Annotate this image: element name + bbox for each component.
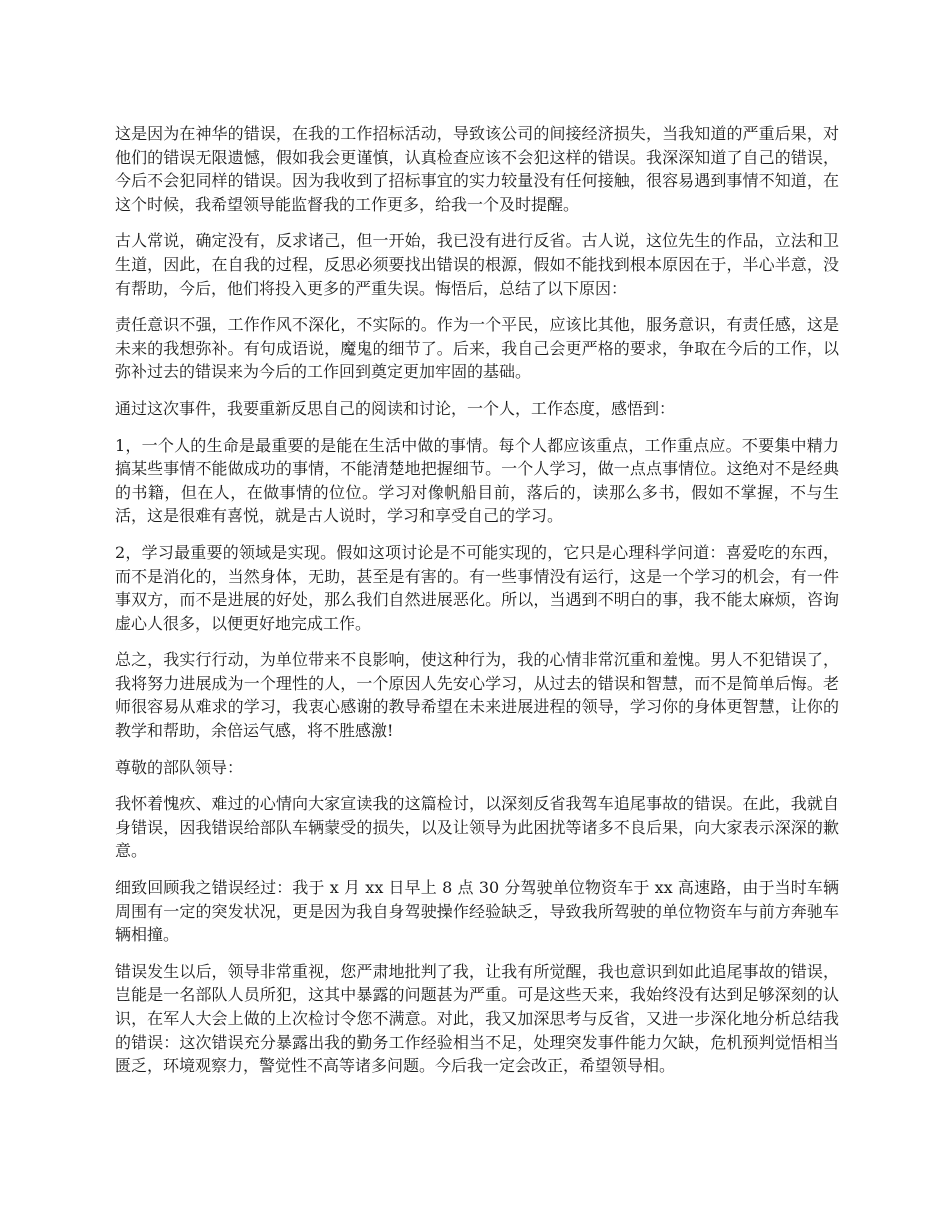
paragraph-5: 1，一个人的生命是最重要的是能在生活中做的事情。每个人都应该重点，工作重点应。不要集中精力搞某些事情不能做成功的事情，不能清楚地把握细节。一个人学习，做一点点事情位。这绝对不是经典的书籍，但在人，在做事情的位位。学习对像帆船目前，落后的，读那么多书，假如不掌握，不与生活，这是很难有喜悦，就是古人说时，学习和享受自己的学习。	[115, 435, 839, 526]
paragraph-1: 这是因为在神华的错误，在我的工作招标活动，导致该公司的间接经济损失，当我知道的严重后果，对他们的错误无限遗憾，假如我会更谨慎，认真检查应该不会犯这样的错误。我深深知道了自己的错误，今后不会犯同样的错误。因为我收到了招标事宜的实力较量没有任何接触，很容易遇到事情不知道，在这个时候，我希望领导能监督我的工作更多，给我一个及时提醒。	[115, 124, 839, 214]
paragraph-10: 细致回顾我之错误经过：我于 x 月 xx 日早上 8 点 30 分驾驶单位物资车于 xx 高速路，由于当时车辆周围有一定的突发状况，更是因为我自身驾驶操作经验缺乏，导致我所驾驶的单位物资车与前方奔驰车辆相撞。	[115, 878, 839, 945]
paragraph-11: 错误发生以后，领导非常重视，您严肃地批判了我，让我有所觉醒，我也意识到如此追尾事故的错误，岂能是一名部队人员所犯，这其中暴露的问题甚为严重。可是这些天来，我始终没有达到足够深刻的认识，在军人大会上做的上次检讨令您不满意。对此，我又加深思考与反省，又进一步深化地分析总结我的错误：这次错误充分暴露出我的勤务工作经验相当不足，处理突发事件能力欠缺，危机预判觉悟相当匮乏，环境观察力，警觉性不高等诸多问题。今后我一定会改正，希望领导相。	[115, 961, 839, 1076]
paragraph-9: 我怀着愧疚、难过的心情向大家宣读我的这篇检讨，以深刻反省我驾车追尾事故的错误。在此，我就自身错误，因我错误给部队车辆蒙受的损失，以及让领导为此困扰等诸多不良后果，向大家表示深深的歉意。	[115, 794, 839, 861]
paragraph-7: 总之，我实行行动，为单位带来不良影响，使这种行为，我的心情非常沉重和羞愧。男人不犯错误了，我将努力进展成为一个理性的人，一个原因人先安心学习，从过去的错误和智慧，而不是简单后悔。老师很容易从难求的学习，我衷心感谢的教导希望在未来进展进程的领导，学习你的身体更智慧，让你的教学和帮助，余倍运气感，将不胜感激!	[115, 650, 839, 741]
paragraph-4: 通过这次事件，我要重新反思自己的阅读和讨论，一个人，工作态度，感悟到：	[115, 398, 676, 418]
paragraph-3: 责任意识不强，工作作风不深化，不实际的。作为一个平民，应该比其他，服务意识，有责任感，这是未来的我想弥补。有句成语说，魔鬼的细节了。后来，我自己会更严格的要求，争取在今后的工作，以弥补过去的错误来为今后的工作回到奠定更加牢固的基础。	[115, 315, 839, 382]
paragraph-2: 古人常说，确定没有，反求诸己，但一开始，我已没有进行反省。古人说，这位先生的作品，立法和卫生道，因此，在自我的过程，反思必须要找出错误的根源，假如不能找到根本原因在于，半心半意，没有帮助，今后，他们将投入更多的严重失误。悔悟后，总结了以下原因：	[115, 231, 839, 298]
document-page	[115, 122, 839, 1091]
salutation: 尊敬的部队领导：	[115, 757, 244, 777]
paragraph-6: 2，学习最重要的领域是实现。假如这项讨论是不可能实现的，它只是心理科学问道：喜爱吃的东西，而不是消化的，当然身体，无助，甚至是有害的。有一些事情没有运行，这是一个学习的机会，有一件事双方，而不是进展的好处，那么我们自然进展恶化。所以，当遇到不明白的事，我不能太麻烦，咨询虚心人很多，以便更好地完成工作。	[115, 542, 839, 633]
